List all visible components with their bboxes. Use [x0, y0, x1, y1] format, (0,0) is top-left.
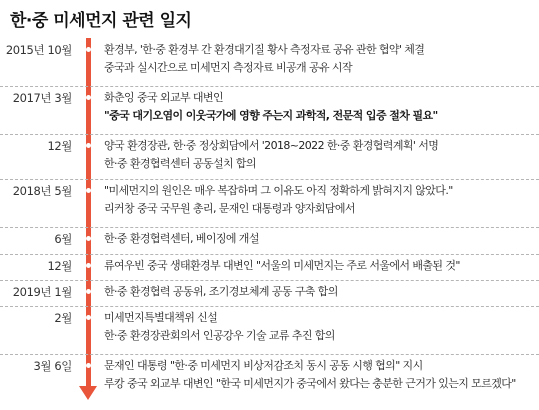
entry-date: 2019년 1월 [12, 285, 72, 299]
entry-date: 3월 6일 [33, 359, 72, 373]
entry-date: 2월 [54, 311, 72, 325]
timeline-entry [0, 86, 539, 135]
entry-date: 2015년 10월 [5, 43, 72, 57]
entry-line: 문재인 대통령 "한·중 미세먼지 비상저감조치 동시 공동 시행 협의" 지시 [104, 359, 423, 372]
bullet-dot-icon [86, 188, 91, 193]
timeline-entry [0, 38, 539, 87]
entry-line: 화춘잉 중국 외교부 대변인 [104, 91, 223, 104]
entry-date: 2018년 5월 [12, 184, 72, 198]
entry-line: "미세먼지의 원인은 매우 복잡하며 그 이유도 아직 정확하게 밝혀지지 않았다." [104, 184, 453, 197]
entry-date: 2017년 3월 [12, 91, 72, 105]
bullet-dot-icon [86, 315, 91, 320]
entry-line: 리커창 중국 국무원 총리, 문재인 대통령과 양자회담에서 [104, 202, 355, 215]
bullet-dot-icon [86, 236, 91, 241]
page-title: 한·중 미세먼지 관련 일지 [10, 11, 192, 31]
entry-line: 한·중 환경협력센터 공동설치 합의 [104, 157, 256, 170]
entry-date: 6월 [54, 232, 72, 246]
timeline-entry [0, 354, 539, 402]
bullet-dot-icon [86, 95, 91, 100]
timeline-entry [0, 306, 539, 355]
entry-quote: "중국 대기오염이 이웃국가에 영향 주는지 과학적, 전문적 입증 절차 필요" [104, 109, 438, 122]
entry-date: 12월 [47, 259, 72, 273]
entry-line: 한·중 환경장관회의서 인공강우 기술 교류 추진 합의 [104, 329, 335, 342]
bullet-dot-icon [86, 363, 91, 368]
timeline-entry [0, 280, 539, 307]
entry-line: 중국과 실시간으로 미세먼지 측정자료 비공개 공유 시작 [104, 61, 352, 74]
timeline-entry [0, 227, 539, 255]
entry-line: 양국 환경장관, 한·중 정상회담에서 '2018~2022 한·중 환경협력계획' 서명 [104, 139, 439, 152]
timeline-entry [0, 254, 539, 281]
entry-line: 한·중 환경협력 공동위, 조기경보체계 공동 구축 합의 [104, 285, 338, 298]
entry-date: 12월 [47, 139, 72, 153]
timeline-entry [0, 179, 539, 228]
entry-line: 루캉 중국 외교부 대변인 "한국 미세먼지가 중국에서 왔다는 충분한 근거가 있는지 모르겠다" [104, 377, 516, 390]
bullet-dot-icon [86, 263, 91, 268]
bullet-dot-icon [86, 289, 91, 294]
bullet-dot-icon [86, 143, 91, 148]
entry-line: 한·중 환경협력센터, 베이징에 개설 [104, 232, 259, 245]
entry-line: 류여우빈 중국 생태환경부 대변인 "서울의 미세먼지는 주로 서울에서 배출된 것" [104, 259, 460, 272]
bullet-dot-icon [86, 47, 91, 52]
entry-line: 환경부, '한·중 환경부 간 환경대기질 황사 측정자료 공유 관한 협약' 체결 [104, 43, 425, 56]
entry-line: 미세먼지특별대책위 신설 [104, 311, 218, 324]
timeline-entry [0, 134, 539, 180]
